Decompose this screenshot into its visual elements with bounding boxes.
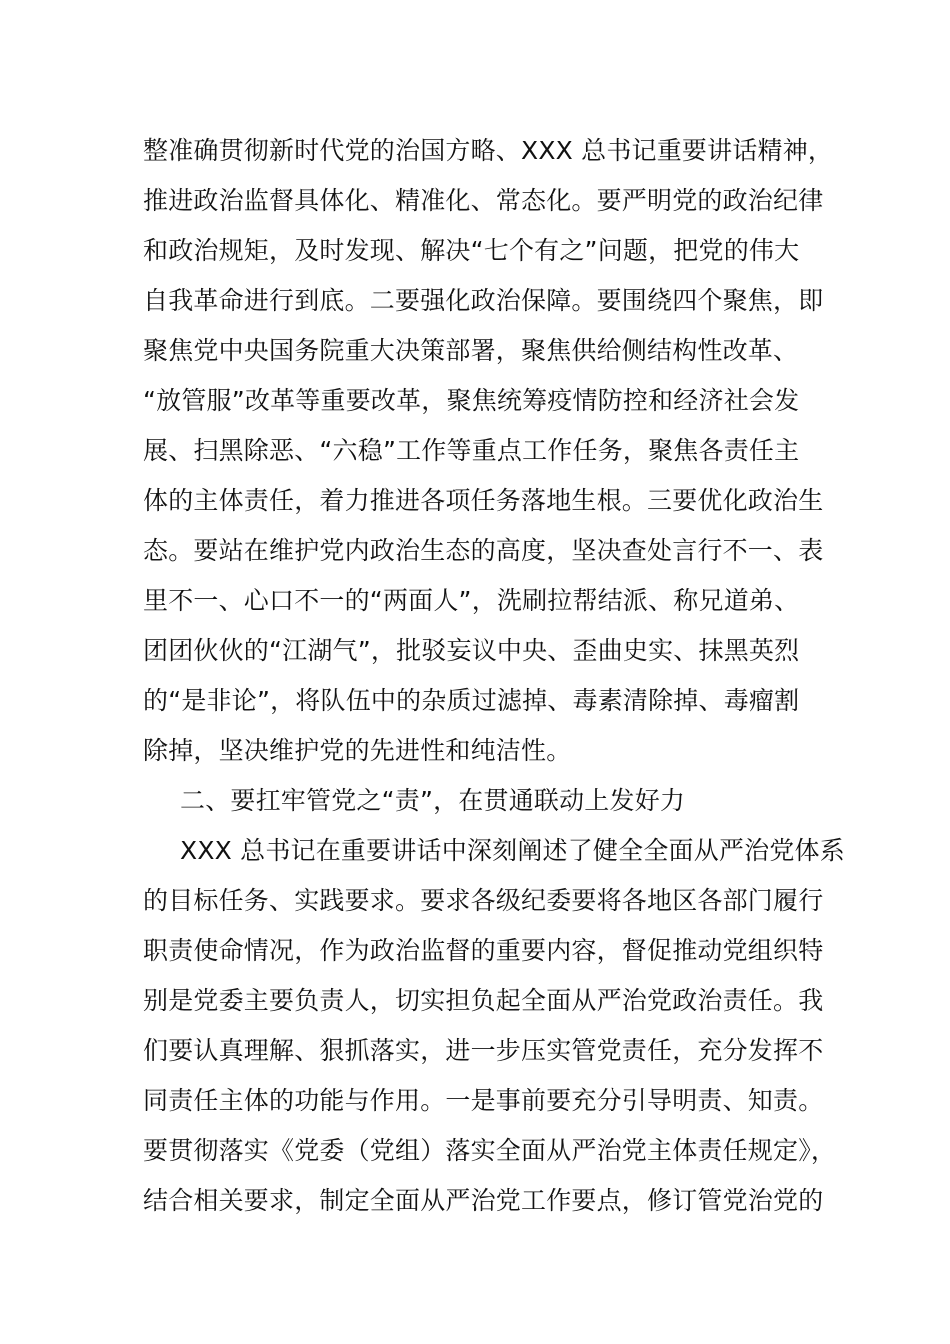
text-line: 的“是非论”，将队伍中的杂质过滤掉、毒素清除掉、毒瘤割 (143, 686, 800, 715)
text-line: 聚焦党中央国务院重大决策部署，聚焦供给侧结构性改革、 (143, 336, 799, 365)
document-body (143, 126, 845, 1226)
section-heading: 二、要扛牢管党之“责”，在贯通联动上发好力 (180, 786, 686, 815)
text-line: 和政治规矩，及时发现、解决“七个有之”问题，把党的伟大 (143, 236, 800, 265)
text-line: 整准确贯彻新时代党的治国方略、XXX 总书记重要讲话精神， (143, 136, 834, 165)
text-line: 展、扫黑除恶、“六稳”工作等重点工作任务，聚焦各责任主 (143, 436, 800, 465)
text-line: 结合相关要求，制定全面从严治党工作要点，修订管党治党的 (143, 1186, 824, 1215)
text-line: XXX 总书记在重要讲话中深刻阐述了健全全面从严治党体系 (180, 836, 845, 865)
text-line: 们要认真理解、狠抓落实，进一步压实管党责任，充分发挥不 (143, 1036, 824, 1065)
text-line: 里不一、心口不一的“两面人”，洗刷拉帮结派、称兄道弟、 (143, 586, 800, 615)
text-line: 推进政治监督具体化、精准化、常态化。要严明党的政治纪律 (143, 186, 824, 215)
text-line: 别是党委主要负责人，切实担负起全面从严治党政治责任。我 (143, 986, 824, 1015)
text-line: 态。要站在维护党内政治生态的高度，坚决查处言行不一、表 (143, 536, 824, 565)
text-line: 要贯彻落实《党委（党组）落实全面从严治党主体责任规定》， (143, 1136, 837, 1165)
text-line: 自我革命进行到底。二要强化政治保障。要围绕四个聚焦，即 (143, 286, 824, 315)
text-line: 职责使命情况，作为政治监督的重要内容，督促推动党组织特 (143, 936, 824, 965)
text-line: 团团伙伙的“江湖气”，批驳妄议中央、歪曲史实、抹黑英烈 (143, 636, 800, 665)
text-line: 体的主体责任，着力推进各项任务落地生根。三要优化政治生 (143, 486, 824, 515)
text-line: 除掉，坚决维护党的先进性和纯洁性。 (143, 736, 572, 765)
text-line: 的目标任务、实践要求。要求各级纪委要将各地区各部门履行 (143, 886, 824, 915)
text-line: “放管服”改革等重要改革，聚焦统筹疫情防控和经济社会发 (143, 386, 800, 415)
text-line: 同责任主体的功能与作用。一是事前要充分引导明责、知责。 (143, 1086, 824, 1115)
